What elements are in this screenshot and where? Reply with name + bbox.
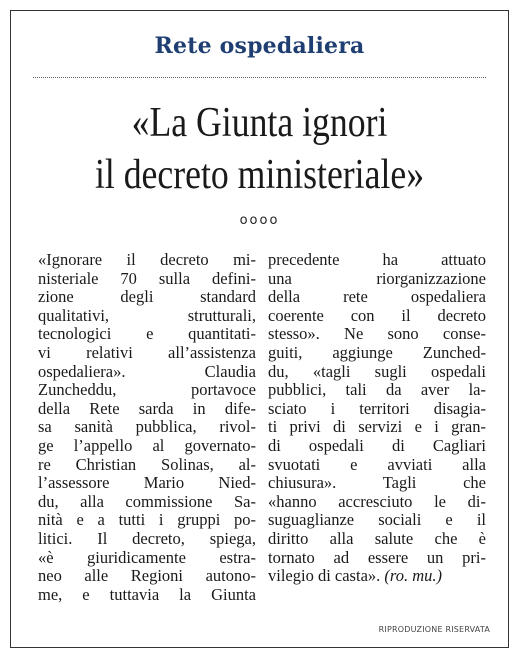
body-line-last [268,567,486,586]
body-line: du, «tagli sugli ospedali [268,362,486,381]
body-line: ospedaliera». Claudia [38,362,256,381]
body-line: stesso». Ne sono conse- [268,325,486,344]
body-line: l’assessore Mario Nied- [38,474,256,493]
body-line: della rete ospedaliera [268,288,486,307]
body-line: «Ignorare il decreto mi- [38,251,256,269]
body-line: una riorganizzazione [268,269,486,288]
body-line: ti privi di servizi e i gran- [268,418,486,437]
body-line: neo alle Regioni autono- [38,567,256,586]
body-line: zione degli standard [38,288,256,307]
body-line: coerente con il decreto [268,306,486,325]
body-line: du, alla commissione Sa- [38,492,256,511]
body-line: di ospedali di Cagliari [268,436,486,455]
body-line: qualitativi, strutturali, [38,306,256,325]
dotted-divider [33,77,486,78]
body-line: vi relativi all’assistenza [38,343,256,362]
separator-dots: oooo [239,213,280,228]
body-line: tornato ad essere un pri- [268,548,486,567]
body-line: sciato i territori disagia- [268,399,486,418]
body-line: sa sanità pubblica, rivol- [38,418,256,437]
headline [48,97,470,201]
body-line: nità e a tutti i gruppi po- [38,511,256,530]
body-line: suguaglianze sociali e il [268,511,486,530]
kicker-title: Rete ospedaliera [154,33,365,59]
body-line: Zuncheddu, portavoce [38,381,256,400]
body-line: svuotati e avviati alla [268,455,486,474]
body-line: «è giuridicamente estra- [38,548,256,567]
body-line: chiusura». Tagli che [268,474,486,493]
body-line: nisteriale 70 sulla defini- [38,269,256,288]
body-column-right [268,251,486,586]
body-line: guiti, aggiunge Zunched- [268,343,486,362]
body-last-text: vilegio di casta». [268,567,381,586]
article-frame [10,10,509,648]
body-line: ge l’appello al governato- [38,436,256,455]
body-line: pubblici, tali da aver la- [268,381,486,400]
headline-line-1: «La Giunta ignori [131,100,388,146]
body-line: «hanno accresciuto le di- [268,492,486,511]
body-line: diritto alla salute che è [268,529,486,548]
body-line: precedente ha attuato [268,251,486,269]
body-line: me, e tuttavia la Giunta [38,585,256,604]
body-line: re Christian Solinas, al- [38,455,256,474]
body-line: litici. Il decreto, spiega, [38,529,256,548]
author-signature: (ro. mu.) [384,567,442,586]
body-column-left [38,251,256,604]
headline-line-2: il decreto ministeriale» [94,152,425,198]
body-line: della Rete sarda in dife- [38,399,256,418]
copyright-footer: RIPRODUZIONE RISERVATA [378,625,490,634]
body-line: tecnologici e quantitati- [38,325,256,344]
